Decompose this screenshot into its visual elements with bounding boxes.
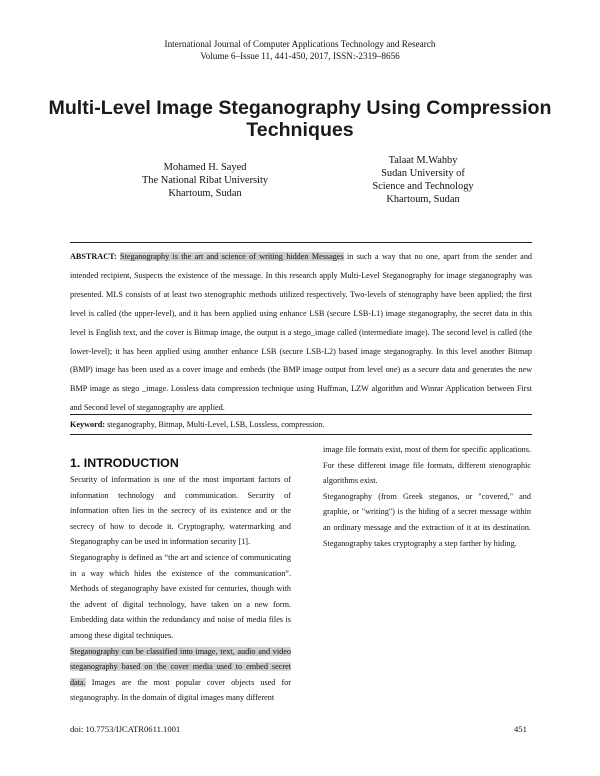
paragraph: Steganography (from Greek steganos, or "covered," and graphie, or "writing") is the hiding of a secret message within an ordinary message and the extraction of it at its destination. Steganography takes cryptography a step farther by hiding. [323, 491, 531, 548]
author-location: Khartoum, Sudan [386, 194, 460, 205]
author-name: Talaat M.Wahby [388, 155, 458, 166]
right-column [323, 442, 531, 551]
title-line-1: Multi-Level Image Steganography Using Compression [48, 97, 552, 119]
keywords-text: steganography, Bitmap, Multi-Level, LSB, Lossless, compression. [107, 420, 325, 429]
paragraph: Steganography is defined as “the art and science of communicating in a way which hides the existence of the communication”. Methods of steganography have existed for centuries, though with the advent of digital technology, have taken on a new form. Embedding data within the redundancy and noise of media files is among these digital techniques. [70, 552, 291, 640]
author-affiliation: Sudan University of [381, 168, 465, 179]
paragraph [70, 644, 291, 706]
author-block-1 [110, 161, 300, 200]
left-column [70, 472, 291, 706]
abstract-bottom-rule [70, 414, 532, 415]
author-block-2 [328, 154, 518, 206]
section-heading-introduction: 1. INTRODUCTION [70, 456, 179, 470]
abstract-highlight: Steganography is the art and science of writing hidden Messages [120, 252, 344, 261]
keywords-label: Keyword: [70, 420, 106, 429]
abstract [70, 248, 532, 418]
volume-info: Volume 6–Issue 11, 441-450, 2017, ISSN:-2319–8656 [200, 51, 400, 61]
paragraph: image file formats exist, most of them for specific applications. For these different image file formats, different stenographic algorithms exist. [323, 445, 531, 486]
abstract-label: ABSTRACT: [70, 252, 117, 261]
highlighted-text: Steganography can be classified into image, text, audio and video steganography based on the cover media used to embed secret data. [70, 646, 291, 687]
author-affiliation: The National Ribat University [141, 175, 269, 186]
abstract-text: in such a way that no one, apart from the sender and intended recipient, Suspects the existence of the message. In this research apply Multi-Level Steganography for image steganography was presented. MLS consists of at least two stenographic methods utilized respectively. Two-levels of stenography have been applied; the first level is called (the upper-level), and it has been applied using enhance LSB (secure LSB-L1) image steganography, the secret data in this level is English text, and the cover is Bitmap image, the output is a stego_image called (intermediate image). The second level is called (the lower-level); it has been applied using another enhance LSB (secure LSB-L2) based image steganography. In this level another Bitmap (BMP) image has been used as a cover image and embeds (the BMP image output from level one) as a secure data and generates the new BMP image as stego _image. Lossless data compression technique using Huffman, LZW algorithm and Winrar Application between First and Second level of steganography are applied. [70, 252, 533, 413]
paper-title [40, 97, 560, 141]
journal-name: International Journal of Computer Applications Technology and Research [164, 39, 436, 49]
footer-page-number: 451 [514, 724, 527, 734]
author-affiliation: Science and Technology [372, 181, 474, 192]
keywords-rule [70, 434, 532, 435]
author-location: Khartoum, Sudan [168, 188, 242, 199]
keywords [70, 419, 532, 431]
paragraph: Security of information is one of the most important factors of information technology and communication. Security of information often lies in the secrecy of its existence and or the secrecy of how to decode it. Cryptography, watermarking and Steganography can be used in information security [1]. [70, 475, 291, 547]
paragraph-text: Images are the most popular cover objects used for steganography. In the domain of digital images many different [70, 677, 291, 703]
title-line-2: Techniques [246, 119, 354, 141]
footer-doi: doi: 10.7753/IJCATR0611.1001 [70, 724, 181, 734]
abstract-top-rule [70, 242, 532, 243]
author-name: Mohamed H. Sayed [163, 162, 247, 173]
